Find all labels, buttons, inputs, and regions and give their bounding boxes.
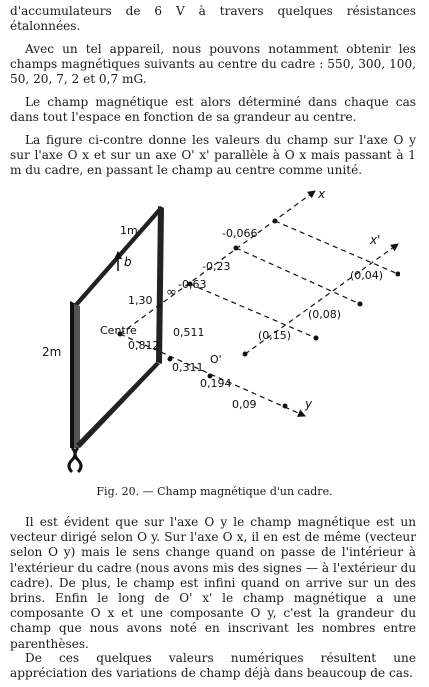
value-neg-0-23: -0,23 <box>202 260 231 273</box>
label-b: b <box>124 255 132 269</box>
value-0-812: 0,812 <box>128 339 160 352</box>
label-centre: Centre <box>100 324 137 337</box>
value-0-511: 0,511 <box>173 326 205 339</box>
value-neg-0-066: -0,066 <box>222 227 258 240</box>
paragraph-3: Le champ magnétique est alors déterminé dans chaque cas dans tout l'espace en fonction de sa grandeur au centre. <box>10 95 416 125</box>
value-neg-0-63: -0,63 <box>178 278 207 291</box>
value-0-311: 0,311 <box>172 361 204 374</box>
figure-caption: Fig. 20. — Champ magnétique d'un cadre. <box>96 485 333 498</box>
figure-cadre <box>40 186 400 481</box>
value-0-194: 0,194 <box>200 377 232 390</box>
value-1-30: 1,30 <box>128 294 153 307</box>
paragraph-4: La figure ci-contre donne les valeurs du champ sur l'axe O y sur l'axe O x et sur un axe O' x' parallèle à O x mais passant à 1 m du cadre, en passant le champ au centre comme unité. <box>10 133 416 178</box>
paragraph-5: Il est évident que sur l'axe O y le champ magnétique est un vecteur dirigé selon O y. Sur l'axe O x, il en est de même (vecteur selon O y) mais le sens change quand on passe de l'intérieur à l'extérieur du cadre (nous avons mis des signes — à l'extérieur du cadre). De plus, le champ est infini quand on arrive sur un des brins. Enfin le long de O' x' le champ magnétique a une composante O x et une composante O y, c'est la grandeur du champ que nous avons noté en inscrivant les nombres entre parenthèses. <box>10 515 416 651</box>
label-oprime: O' <box>210 353 222 366</box>
paragraph-2: Avec un tel appareil, nous pouvons notamment obtenir les champs magnétiques suivants au centre du cadre : 550, 300, 100, 50, 20, 7, 2 et 0,7 mG. <box>10 42 416 87</box>
label-2m: 2m <box>42 345 62 359</box>
label-axis-y: y <box>305 397 313 411</box>
value-paren-0-15: (0,15) <box>258 329 292 342</box>
value-0-09: 0,09 <box>232 398 257 411</box>
label-1m: 1m <box>120 224 138 237</box>
paragraph-1: d'accumulateurs de 6 V à travers quelques résistances étalonnées. <box>10 4 416 34</box>
label-infinity: ∞ <box>166 285 177 300</box>
paragraph-6: De ces quelques valeurs numériques résultent une appréciation des variations de champ déjà dans beaucoup de cas. <box>10 651 416 681</box>
value-paren-0-04: (0,04) <box>350 269 384 282</box>
label-axis-x: x <box>318 187 326 201</box>
label-axis-xprime: x' <box>370 233 381 247</box>
value-paren-0-08: (0,08) <box>308 308 342 321</box>
